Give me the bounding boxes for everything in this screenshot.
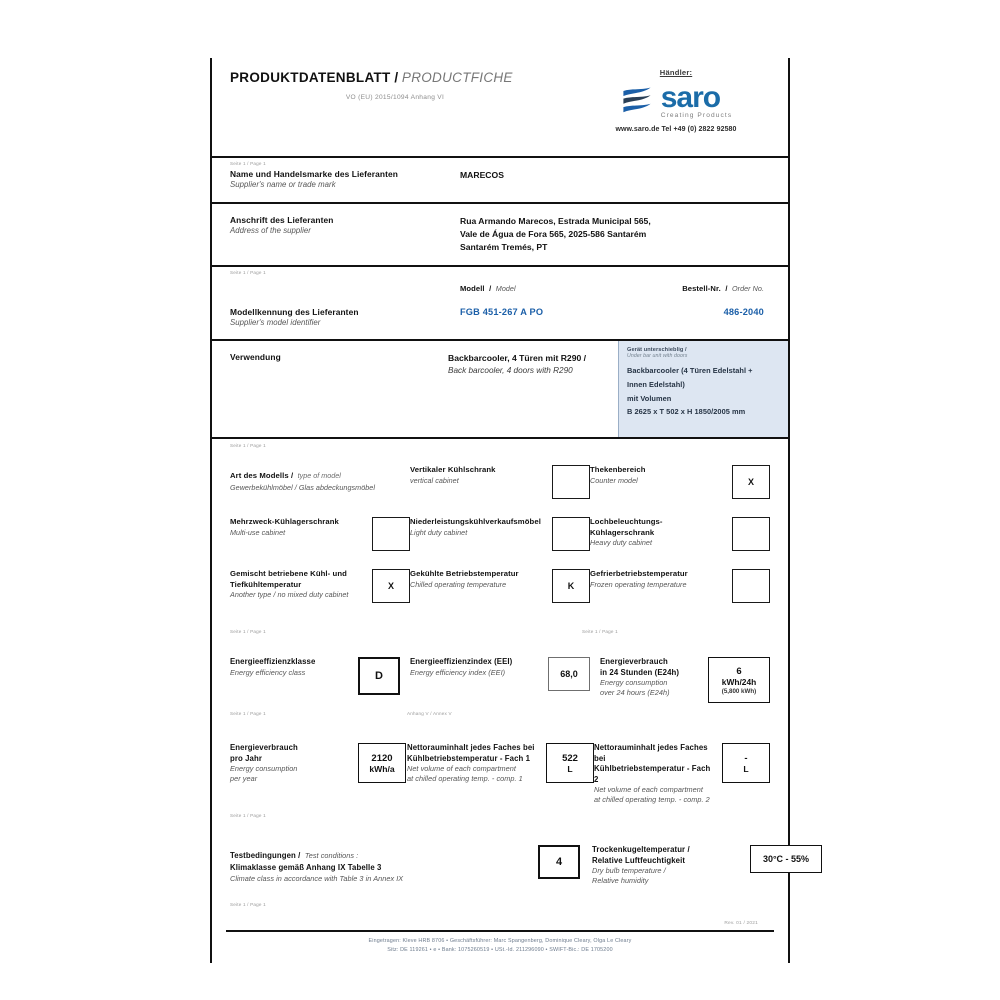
row-model-identifier xyxy=(212,267,788,342)
supplier-address-label-de: Anschrift des Lieferanten xyxy=(230,214,334,225)
page-title-de: PRODUKTDATENBLATT xyxy=(230,70,391,85)
page-title-en: PRODUCTFICHE xyxy=(401,70,513,85)
saro-logo-text xyxy=(660,81,733,120)
model-label xyxy=(230,278,460,329)
dealer-block xyxy=(572,68,780,133)
net-volume-2-label-de-2: Kühlbetriebstemperatur - Fach 2 xyxy=(594,764,711,784)
section-consumption xyxy=(212,707,788,809)
document-header xyxy=(212,58,788,158)
usage-value-en: Back barcooler, 4 doors with R290 xyxy=(448,366,573,376)
net-volume-2-label-de-1: Nettorauminhalt jedes Faches bei xyxy=(594,743,708,763)
model-type-label-1-1 xyxy=(230,465,402,483)
model-type-row-3 xyxy=(230,569,770,603)
eei-label-en: Energy efficiency index (EEI) xyxy=(410,667,506,677)
checkbox-mixed-duty-cabinet[interactable]: X xyxy=(372,569,410,603)
annual-consumption-label-de-1: Energieverbrauch xyxy=(230,743,298,753)
supplier-address-line-2: Vale de Água de Fora 565, 2025-586 Santarém xyxy=(460,228,647,239)
net-volume-1-cell xyxy=(407,743,594,784)
energy-24h-label-de-2: in 24 Stunden (E24h) xyxy=(600,667,680,677)
usage-highlight-line-4: B 2625 x T 502 x H 1850/2005 mm xyxy=(627,407,746,417)
energy-note-left: Seite 1 / Page 1 xyxy=(230,629,266,635)
energy-class-label-de: Energieeffizienzklasse xyxy=(230,657,316,667)
dry-bulb-value: 30°C - 55% xyxy=(750,845,822,873)
row-supplier-address xyxy=(212,204,788,267)
climate-class-label-de: Klimaklasse gemäß Anhang IX Tabelle 3 xyxy=(230,863,382,873)
saro-logo xyxy=(572,81,780,120)
title-separator: / xyxy=(394,70,399,85)
model-column-header-slash: / xyxy=(489,283,492,293)
checkbox-heavy-duty-cabinet[interactable] xyxy=(732,517,770,551)
climate-class-value: 4 xyxy=(538,845,580,879)
climate-test-conditions-line xyxy=(230,845,530,863)
order-value-col xyxy=(635,278,770,329)
checkbox-frozen-operating-temperature[interactable] xyxy=(732,569,770,603)
model-type-cell-2-2 xyxy=(410,517,590,551)
model-note: Seite 1 / Page 1 xyxy=(230,269,266,275)
dry-bulb-cell xyxy=(580,845,822,886)
dealer-label: Händler: xyxy=(659,68,693,77)
net-volume-1-label-de-1: Nettorauminhalt jedes Faches bei xyxy=(407,743,535,753)
footer-divider xyxy=(226,930,774,932)
model-column-header-en: Model xyxy=(495,283,516,293)
checkbox-light-duty-cabinet[interactable] xyxy=(552,517,590,551)
supplier-address-value-wrap xyxy=(460,215,770,254)
model-type-sub-1-3: Counter model xyxy=(590,475,638,485)
checkbox-counter-model[interactable]: X xyxy=(732,465,770,499)
climate-note-bottom: Seite 1 / Page 1 xyxy=(230,901,266,907)
order-column-header-de: Bestell-Nr. xyxy=(682,283,721,293)
usage-highlight-line-2: Innen Edelstahl) xyxy=(627,380,685,390)
net-volume-1-label-en-1: Net volume of each compartment xyxy=(407,764,516,774)
dry-bulb-label-de-2: Relative Luftfeuchtigkeit xyxy=(592,855,686,865)
model-type-sub-3-1: Another type / no mixed duty cabinet xyxy=(230,590,349,600)
usage-highlight-line-1: Backbarcooler (4 Türen Edelstahl + xyxy=(627,366,753,376)
model-type-label-3-2: Gekühlte Betriebstemperatur xyxy=(410,569,519,579)
model-type-cell-1-1 xyxy=(230,465,410,493)
energy-24h-unit: kWh/24h xyxy=(721,676,757,687)
document-footer xyxy=(212,921,788,963)
model-type-label-3-1: Gemischt betriebene Kühl- und Tiefkühltemperatur xyxy=(230,569,347,589)
supplier-address-line-3: Santarém Tremés, PT xyxy=(460,241,548,252)
usage-highlight-note-de: Gerät unterschieblig / xyxy=(627,347,687,354)
section-energy xyxy=(212,625,788,707)
model-type-sub-3-3: Frozen operating temperature xyxy=(590,579,687,589)
model-type-note: Seite 1 / Page 1 xyxy=(230,443,266,449)
consumption-note-mid: Anhang V / Annex V xyxy=(407,711,452,717)
checkbox-multi-use-cabinet[interactable] xyxy=(372,517,410,551)
order-column-header xyxy=(635,278,764,296)
supplier-name-label-de: Name und Handelsmarke des Lieferanten xyxy=(230,169,398,179)
model-value: FGB 451-267 A PO xyxy=(460,306,544,317)
footer-revision-code: Rev. 01 / 2021 xyxy=(724,921,758,927)
model-type-label-1-1-inline-en: type of model xyxy=(297,471,341,481)
model-type-sub-1-1: Gewerbekühlmöbel / Glas abdeckungsmöbel xyxy=(230,483,375,493)
eei-value: 68,0 xyxy=(548,657,590,691)
annual-consumption-value-box xyxy=(358,743,406,783)
footer-line-2: Sitz: DE 119261 • e • Bank: 1075260519 • USt.-Id. 211296090 • SWIFT-Bic.: DE 1705200 xyxy=(387,947,613,954)
energy-24h-subvalue: (5,800 kWh) xyxy=(721,687,757,695)
model-type-cell-1-2 xyxy=(410,465,590,499)
supplier-address-label-en: Address of the supplier xyxy=(230,226,311,236)
model-column-header-de: Modell xyxy=(460,283,485,293)
climate-note-top: Seite 1 / Page 1 xyxy=(230,813,266,819)
usage-label xyxy=(212,341,442,437)
supplier-address-line-1: Rua Armando Marecos, Estrada Municipal 565, xyxy=(460,215,651,226)
energy-note-right: Seite 1 / Page 1 xyxy=(582,629,618,635)
model-column-header xyxy=(460,278,635,296)
climate-class-cell xyxy=(230,845,580,883)
saro-tagline: Creating Products xyxy=(660,112,733,120)
model-type-cell-1-3 xyxy=(590,465,770,499)
net-volume-2-unit: L xyxy=(743,763,749,774)
model-type-label-1-1-de: Art des Modells / xyxy=(230,471,294,481)
section-climate xyxy=(212,809,810,911)
model-type-cell-3-1 xyxy=(230,569,410,603)
annual-consumption-unit: kWh/a xyxy=(369,763,395,774)
supplier-address-label xyxy=(230,215,460,254)
annual-consumption-label-en-1: Energy consumption xyxy=(230,764,298,774)
model-type-label-2-2: Niederleistungskühlverkaufsmöbel xyxy=(410,517,541,527)
annual-consumption-cell xyxy=(230,743,407,784)
usage-label-de: Verwendung xyxy=(230,352,281,363)
usage-highlight-line-3: mit Volumen xyxy=(627,393,672,403)
row-usage xyxy=(212,341,788,439)
energy-24h-value: 6 xyxy=(736,665,742,677)
supplier-name-label xyxy=(230,169,460,191)
checkbox-chilled-operating-temperature[interactable]: K xyxy=(552,569,590,603)
net-volume-1-unit: L xyxy=(567,763,573,774)
dry-bulb-label-de-1: Trockenkugeltemperatur / xyxy=(592,845,690,855)
order-column-header-en: Order No. xyxy=(731,283,764,293)
energy-24h-label-en-1: Energy consumption xyxy=(600,678,668,688)
datasheet-body xyxy=(210,58,810,963)
eei-label-de: Energieeffizienzindex (EEI) xyxy=(410,657,513,667)
energy-24h-label-de-1: Energieverbrauch xyxy=(600,657,668,667)
energy-class-value: D xyxy=(358,657,400,695)
supplier-name-note: Seite 1 / Page 1 xyxy=(230,161,266,166)
net-volume-2-value-box xyxy=(722,743,770,783)
regulation-reference: VO (EU) 2015/1094 Anhang VI xyxy=(345,94,445,101)
title-block xyxy=(230,70,560,101)
model-type-cell-3-2 xyxy=(410,569,590,603)
model-label-en: Supplier's model identifier xyxy=(230,317,321,327)
model-type-sub-2-3: Heavy duty cabinet xyxy=(590,538,653,548)
dry-bulb-label-en-1: Dry bulb temperature / xyxy=(592,866,666,876)
usage-value-wrap xyxy=(442,341,618,437)
model-label-de: Modellkennung des Lieferanten xyxy=(230,306,359,317)
net-volume-2-label-en-1: Net volume of each compartment xyxy=(594,785,703,795)
annual-consumption-value: 2120 xyxy=(371,752,393,764)
annual-consumption-label-en-2: per year xyxy=(230,774,258,784)
model-type-label-1-3: Thekenbereich xyxy=(590,465,646,475)
model-type-sub-3-2: Chilled operating temperature xyxy=(410,579,507,589)
usage-highlight-box xyxy=(618,341,788,437)
annual-consumption-label-de-2: pro Jahr xyxy=(230,753,262,763)
model-type-label-2-1: Mehrzweck-Kühlagerschrank xyxy=(230,517,339,527)
saro-wordmark: saro xyxy=(660,81,721,114)
model-type-sub-2-2: Light duty cabinet xyxy=(410,527,468,537)
net-volume-2-cell xyxy=(594,743,770,805)
page-title xyxy=(230,70,560,85)
supplier-name-value: MARECOS xyxy=(460,170,504,180)
supplier-name-value-wrap xyxy=(460,169,770,191)
model-type-cell-2-3 xyxy=(590,517,770,551)
dry-bulb-label-en-2: Relative humidity xyxy=(592,876,649,886)
supplier-name-label-en: Supplier's name or trade mark xyxy=(230,180,336,190)
energy-class-cell xyxy=(230,657,410,695)
row-supplier-name xyxy=(212,158,788,204)
model-type-row-2 xyxy=(230,517,770,551)
order-value: 486-2040 xyxy=(723,306,764,317)
model-type-cell-3-3 xyxy=(590,569,770,603)
section-model-type xyxy=(212,439,788,625)
saro-logo-mark-icon xyxy=(620,85,654,119)
net-volume-1-value-box xyxy=(546,743,594,783)
net-volume-2-label-en-2: at chilled operating temp. - comp. 2 xyxy=(594,795,710,805)
dealer-contact: www.saro.de Tel +49 (0) 2822 92580 xyxy=(615,126,737,134)
net-volume-1-value: 522 xyxy=(562,752,578,764)
model-type-sub-1-2: vertical cabinet xyxy=(410,475,459,485)
model-value-col xyxy=(460,278,635,329)
climate-test-de: Testbedingungen / xyxy=(230,851,301,861)
consumption-note-left: Seite 1 / Page 1 xyxy=(230,711,266,717)
climate-test-en: Test conditions : xyxy=(304,851,359,861)
eei-cell xyxy=(410,657,600,691)
model-type-row-1 xyxy=(230,465,770,499)
model-type-cell-2-1 xyxy=(230,517,410,551)
order-column-header-slash: / xyxy=(725,283,728,293)
net-volume-1-label-en-2: at chilled operating temp. - comp. 1 xyxy=(407,774,523,784)
energy-24h-label-en-2: over 24 hours (E24h) xyxy=(600,688,670,698)
model-type-sub-2-1: Multi-use cabinet xyxy=(230,527,286,537)
model-type-label-1-2: Vertikaler Kühlschrank xyxy=(410,465,496,475)
usage-value-de: Backbarcooler, 4 Türen mit R290 / xyxy=(448,353,587,364)
model-type-label-2-3: Lochbeleuchtungs-Kühlagerschrank xyxy=(590,517,663,537)
energy-24h-cell xyxy=(600,657,770,703)
net-volume-2-value: - xyxy=(744,752,748,764)
energy-class-label-en: Energy efficiency class xyxy=(230,667,306,677)
usage-highlight-note-en: Under bar unit with doors xyxy=(627,353,688,360)
checkbox-vertical-cabinet[interactable] xyxy=(552,465,590,499)
net-volume-1-label-de-2: Kühlbetriebstemperatur - Fach 1 xyxy=(407,753,531,763)
footer-line-1: Eingetragen: Kleve HRB 8706 • Geschäftsführer: Marc Spangenberg, Dominique Cleary, Olga Le Cleary xyxy=(368,938,632,945)
energy-24h-value-box xyxy=(708,657,770,703)
climate-class-label-en: Climate class in accordance with Table 3 in Annex IX xyxy=(230,873,404,883)
model-type-label-3-3: Gefrierbetriebstemperatur xyxy=(590,569,688,579)
